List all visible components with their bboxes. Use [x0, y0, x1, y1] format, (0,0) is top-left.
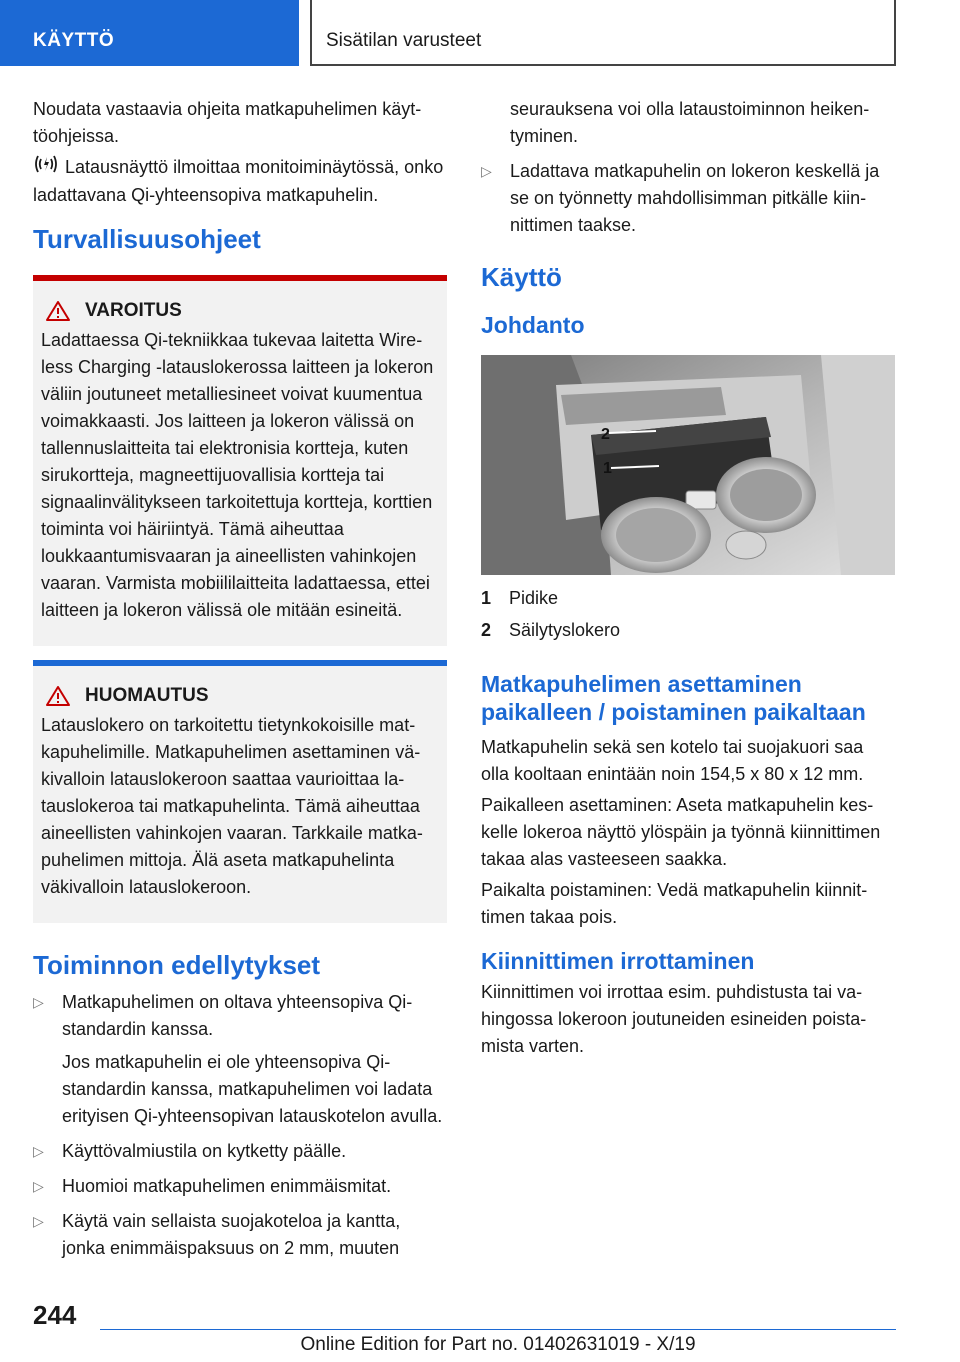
list-item: ▷ Käytä vain sellaista suojakoteloa ja kantta, jonka enimmäispaksuus on 2 mm, muuten — [33, 1208, 447, 1262]
paragraph-insert: Paikalleen asettaminen: Aseta matkapuhelin keskelle lokeroa näyttö ylöspäin ja työnnä kiinnittimen takaa alas vasteeseen saakka. — [481, 795, 881, 869]
warning-triangle-icon — [45, 300, 71, 322]
charging-tray-photo — [481, 355, 895, 575]
heading-prerequisites: Toiminnon edellytykset — [33, 950, 321, 981]
section-tab: KÄYTTÖ — [0, 0, 299, 66]
right-column — [481, 96, 895, 1064]
notice-title: HUOMAUTUS — [41, 684, 439, 708]
page-number: 244 — [33, 1300, 77, 1330]
paragraph-dimensions: Matkapuhelin sekä sen kotelo tai suojakuori saa olla kooltaan enintään noin 154,5 x 80 x 12 mm. — [481, 737, 864, 784]
heading-safety: Turvallisuusohjeet — [33, 224, 261, 255]
paragraph-remove: Paikalta poistaminen: Vedä matkapuhelin kiinnittimen takaa pois. — [481, 880, 868, 927]
list-item: ▷ Huomioi matkapuhelimen enimmäismitat. — [33, 1173, 447, 1200]
warning-title: VAROITUS — [41, 299, 439, 323]
list-arrow-icon: ▷ — [33, 994, 44, 1011]
heading-use: Käyttö — [481, 262, 562, 292]
list-arrow-icon: ▷ — [33, 1178, 44, 1195]
edition-footer: Online Edition for Part no. 01402631019 - X/19 — [300, 1334, 696, 1355]
heading-intro: Johdanto — [481, 312, 585, 338]
wireless-charging-icon — [33, 154, 59, 182]
left-column — [33, 96, 447, 1270]
list-arrow-icon: ▷ — [481, 163, 492, 179]
chapter-title: Sisätilan varusteet — [310, 0, 896, 66]
charging-display-paragraph: Latausnäyttö ilmoittaa monitoiminäytössä, onko ladattavana Qi-yhteensopiva matkapuhelin. — [33, 154, 447, 209]
intro-paragraph: Noudata vastaavia ohjeita matkapuhelimen käyttöohjeissa. — [33, 99, 422, 146]
photo-legend — [481, 585, 895, 644]
warning-triangle-icon — [45, 685, 71, 707]
footer-divider — [100, 1329, 896, 1330]
prerequisite-list — [33, 989, 447, 1262]
heading-place-remove: Matkapuhelimen asettaminen paikalleen / poistaminen paikaltaan — [481, 671, 866, 725]
notice-box — [33, 660, 447, 923]
legend-item: 2 Säilytyslokero — [481, 620, 621, 640]
paragraph-detach: Kiinnittimen voi irrottaa esim. puhdistusta tai vahingossa lokeroon joutuneiden esineiden poistamista varten. — [481, 982, 867, 1056]
list-arrow-icon: ▷ — [33, 1213, 44, 1230]
svg-text:1: 1 — [603, 460, 612, 477]
svg-text:2: 2 — [601, 426, 610, 443]
warning-box — [33, 275, 447, 646]
list-item: ▷ Käyttövalmiustila on kytketty päälle. — [33, 1138, 447, 1165]
placement-list — [481, 158, 895, 239]
list-item: ▷ Ladattava matkapuhelin on lokeron keskellä ja se on työnnetty mahdollisimman pitkälle kiinnittimen taakse. — [481, 158, 895, 239]
warning-text: Ladattaessa Qi-tekniikkaa tukevaa laitetta Wireless Charging -latauslokerossa laitteen ja lokeron väliin joutuneet metalliesineet voivat kuumentua voimakkaasti. Jos laitteen ja lokeron välissä on tallennuslaitteita tai elektronisia kortteja, kuten sirukortteja, magneettijuovallisia kortteja tai signaalinvälitykseen tarkoitettuja kortteja, korttien toiminta voi häiriintyä. Tämä aiheuttaa loukkaantumisvaaran ja aineellisten vahinkojen vaaran. Varmista mobiililaitteita ladattaessa, ettei laitteen ja lokeron välissä ole mitään esineitä. — [41, 330, 434, 621]
list-item: ▷ Matkapuhelimen on oltava yhteensopiva Qi-standardin kanssa. Jos matkapuhelin ei ole yhteensopiva Qi-standardin kanssa, matkapuhelimen voi ladata erityisen Qi-yhteensopivan latauskotelon avulla. — [33, 989, 447, 1130]
page-header — [0, 0, 960, 66]
heading-detach: Kiinnittimen irrottaminen — [481, 948, 755, 974]
list-arrow-icon: ▷ — [33, 1143, 44, 1160]
legend-item: 1 Pidike — [481, 588, 559, 608]
notice-text: Latauslokero on tarkoitettu tietynkokoisille matkapuhelimille. Matkapuhelimen asettaminen väkivalloin latauslokeroon saattaa vaurioittaa latauslokeroa tai matkapuhelinta. Tämä aiheuttaa aineellisten vahinkojen vaaran. Tarkkaile matkapuhelimen mittoja. Älä aseta matkapuhelinta väkivalloin latauslokeroon. — [41, 715, 423, 898]
continued-text: seurauksena voi olla lataustoiminnon heikentyminen. — [510, 99, 870, 146]
